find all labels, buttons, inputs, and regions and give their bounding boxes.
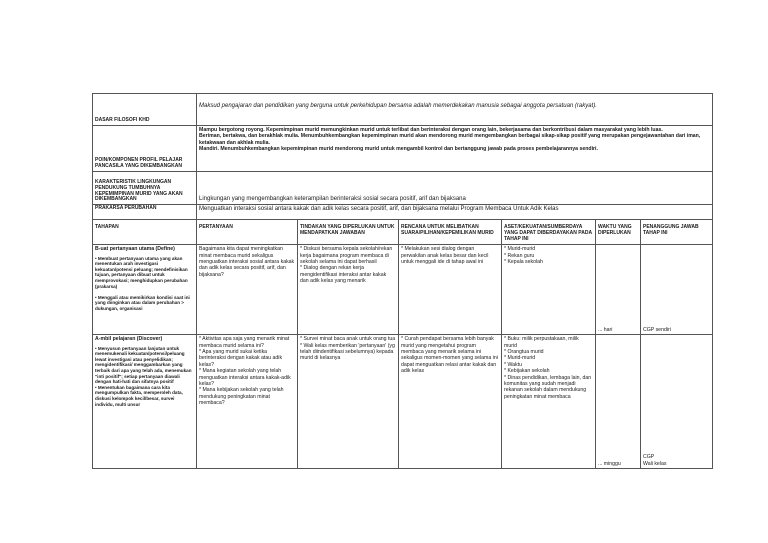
tindakan-cell: * Survei minat baca anak untuk orang tua * Wali kelas memberikan 'pertanyaan' (yg telah diindentifikasi sebelumnya) kepada murid di kelasnya bbox=[298, 335, 399, 469]
dasar-filosofi-label: DASAR FILOSOFI KHD bbox=[93, 94, 197, 126]
tahapan-cell bbox=[93, 245, 197, 335]
penanggung-jawab-cell: CGP sendiri bbox=[641, 245, 713, 335]
header-tahapan: TAHAPAN bbox=[93, 220, 197, 245]
header-aset: ASET/KEKUATAN/SUMBERDAYA YANG DAPAT DIBERDAYAKAN PADA TAHAP INI bbox=[502, 220, 596, 245]
dasar-filosofi-value: Maksud pengajaran dan pendidikan yang berguna untuk perkehidupan bersama adalah memerdekakan manusia sebagai anggota persatuan (rakyat). bbox=[197, 94, 713, 126]
bagja-document bbox=[92, 93, 712, 469]
tahapan-title: B-uat pertanyaan utama (Define) bbox=[95, 246, 175, 253]
penanggung-jawab-cell: CGP Wali kelas bbox=[641, 335, 713, 469]
table-row bbox=[93, 335, 713, 469]
row-dasar-filosofi bbox=[93, 94, 713, 126]
karakteristik-value: Lingkungan yang mengembangkan keterampilan berinteraksi sosial secara positif, arif dan bijaksana bbox=[197, 172, 713, 205]
header-rencana: RENCANA UNTUK MELIBATKAN SUARA/PILIHAN/KEPEMILIKAN MURID bbox=[399, 220, 502, 245]
tindakan-cell: * Diskusi bersama kepala sekolah/rekan kerja bagaimana program membaca di sekolah selama ini dapat berhasil * Dialog dengan rekan kerja mengidentifikasi interaksi antar kakak dan adik kelas yang menarik bbox=[298, 245, 399, 335]
prakarsa-label: PRAKARSA PERUBAHAN bbox=[93, 205, 197, 220]
row-profil-pelajar bbox=[93, 126, 713, 172]
header-pertanyaan: PERTANYAAN bbox=[197, 220, 298, 245]
karakteristik-label: KARAKTERISTIK LINGKUNGAN PENDUKUNG TUMBUHNYA KEPEMIMPINAN MURID YANG AKAN DIKEMBANGKAN bbox=[93, 172, 197, 205]
profil-values bbox=[197, 126, 713, 172]
waktu-cell: ... hari bbox=[596, 245, 641, 335]
rencana-cell: * Melakukan sesi dialog dengan perwakilan anak kelas besar dan kecil untuk menggali ide di tahap awal ini bbox=[399, 245, 502, 335]
header-penanggung-jawab: PENANGGUNG JAWAB TAHAP INI bbox=[641, 220, 713, 245]
bagja-table bbox=[92, 93, 713, 469]
profil-label: POIN/KOMPONEN PROFIL PELAJAR PANCASILA YANG DIKEMBANGKAN bbox=[93, 126, 197, 172]
prakarsa-value: Menguatkan interaksi sosial antara kakak dan adik kelas secara positif, arif, dan bijaksana melalui Program Membaca Untuk Adik Kelas bbox=[197, 205, 713, 220]
profil-line-3: Mandiri. Menumbuhkembangkan kepemimpinan murid mendorong murid untuk mengambil kontrol dan bertanggung jawab pada proses pembelajarannya sendiri. bbox=[199, 146, 598, 153]
waktu-cell: ... minggu bbox=[596, 335, 641, 469]
tahapan-body: • Menyusun pertanyaan lanjutan untuk menemukenali kekuatan/potensi/peluang lewat investigasi atau penyelidikan; mengidentifikasi/ menggambarkan yang terbaik dari apa yang telah ada, menemukan "inti positif"; setiap pertanyaan diawali dengan hati-hati dan sifatnya positif • Menentukan bagaimana cara kita mengumpulkan fakta, memperoleh data, diskusi kelompok kecil/besar, survei individu, multi unsur bbox=[95, 345, 192, 407]
aset-cell: * Murid-murid * Rekan guru * Kepala sekolah bbox=[502, 245, 596, 335]
tahapan-body: • Membuat pertanyaan utama yang akan menentukan arah investigasi kekuatan/potensi peluang; mendefinisikan tujuan, pertanyaan dibuat untuk memprovokasi; menghidupkan perubahan (prakarsa) • Menggali atau memikirkan kondisi saat ini yang diinginkan atau dalam perubahan > dukungan, organisasi bbox=[95, 255, 190, 311]
header-tindakan: TINDAKAN YANG DIPERLUKAN UNTUK MENDAPATKAN JAWABAN bbox=[298, 220, 399, 245]
row-prakarsa bbox=[93, 205, 713, 220]
pertanyaan-cell: * Aktivitas apa saja yang menarik minat membaca murid selama ini? * Apa yang murid sukai ketika berinteraksi dengan kakak atau adik kelas? * Mana kegiatan sekolah yang telah menguatkan interaksi antara kakak-adik kelas? * Mana kebijakan sekolah yang telah mendukung peningkatan minat membaca? bbox=[197, 335, 298, 469]
tahapan-cell bbox=[93, 335, 197, 469]
table-header-row bbox=[93, 220, 713, 245]
table-row bbox=[93, 245, 713, 335]
profil-line-2: Beriman, bertakwa, dan berakhlak mulia. Menumbuhkembangkan kepemimpinan murid akan mendorong murid mengembangkan berbagai sikap-sikap positif yang merupakan pengejawantahan dari iman, ketakwaan dan akhlak mulia. bbox=[199, 133, 701, 146]
aset-cell: * Buku: milik perpustakaan, milik murid * Orangtua murid * Murid-murid * Waktu * Kebijakan sekolah * Dinas pendidikan, lembaga lain, dan komunitas yang sudah menjadi rekanan sekolah dalam mendukung peningkatan minat membaca bbox=[502, 335, 596, 469]
header-waktu: WAKTU YANG DIPERLUKAN bbox=[596, 220, 641, 245]
pertanyaan-cell: Bagaimana kita dapat meningkatkan minat membaca murid sekaligus menguatkan interaksi sosial antara kakak dan adik kelas secara positif, arif, dan bijaksana? bbox=[197, 245, 298, 335]
rencana-cell: * Curah pendapat bersama lebih banyak murid yang mengetahui program membaca yang menarik selama ini sekaligus momen-momen yang selama ini dapat menguatkan relasi antar kakak dan adik kelas bbox=[399, 335, 502, 469]
tahapan-title: A-mbil pelajaran (Discover) bbox=[95, 336, 163, 343]
profil-line-1: Mampu bergotong royong. Kepemimpinan murid memungkinkan murid untuk terlibat dan berinteraksi dengan orang lain, bekerjasama dan berkontribusi dalam masyarakat yang lebih luas. bbox=[199, 127, 663, 133]
row-karakteristik bbox=[93, 172, 713, 205]
